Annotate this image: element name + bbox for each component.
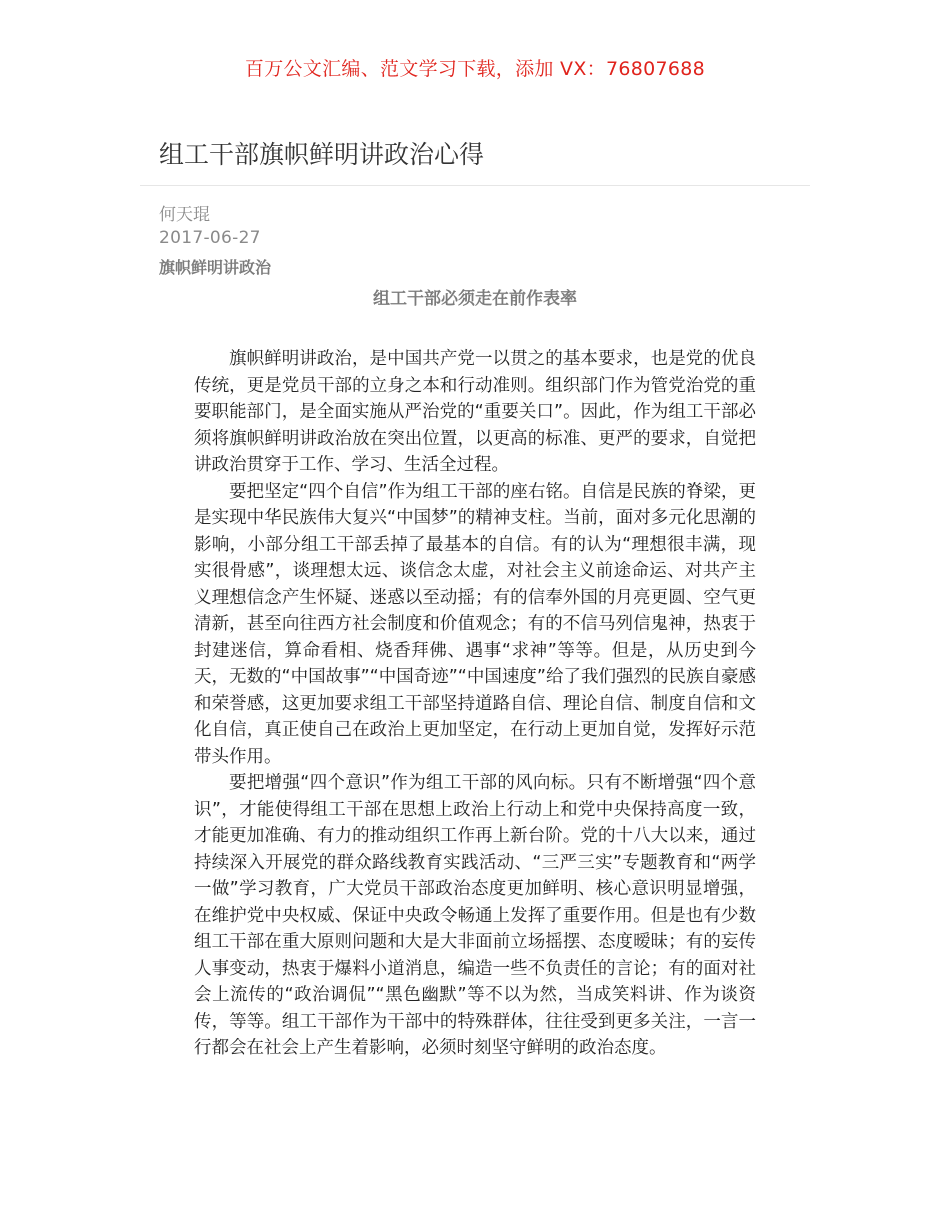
paragraph: 旗帜鲜明讲政治，是中国共产党一以贯之的基本要求，也是党的优良传统，更是党员干部的立身之本和行动准则。组织部门作为管党治党的重要职能部门，是全面实施从严治党的“重要关口”。因此，作为组工干部必须将旗帜鲜明讲政治放在突出位置，以更高的标准、更严的要求，自觉把讲政治贯穿于工作、学习、生活全过程。 [194,349,756,475]
article-tag: 旗帜鲜明讲政治 [159,258,272,277]
promo-banner: 百万公文汇编、范文学习下载，添加 VX：76807688 [244,58,706,80]
paragraph: 要把坚定“四个自信”作为组工干部的座右铭。自信是民族的脊梁，更是实现中华民族伟大复兴“中国梦”的精神支柱。当前，面对多元化思潮的影响，小部分组工干部丢掉了最基本的自信。有的认为“理想很丰满，现实很骨感”，谈理想太远、谈信念太虚，对社会主义前途命运、对共产主义理想信念产生怀疑、迷惑以至动摇；有的信奉外国的月亮更圆、空气更清新，甚至向往西方社会制度和价值观念；有的不信马列信鬼神，热衷于封建迷信，算命看相、烧香拜佛、遇事“求神”等等。但是，从历史到今天，无数的“中国故事”“中国奇迹”“中国速度”给了我们强烈的民族自豪感和荣誉感，这更加要求组工干部坚持道路自信、理论自信、制度自信和文化自信，真正使自己在政治上更加坚定，在行动上更加自觉，发挥好示范带头作用。 [194,481,756,767]
article-author: 何天琨 [159,205,210,225]
paragraph: 要把增强“四个意识”作为组工干部的风向标。只有不断增强“四个意识”，才能使得组工干部在思想上政治上行动上和党中央保持高度一致，才能更加准确、有力的推动组织工作再上新台阶。党的十八大以来，通过持续深入开展党的群众路线教育实践活动、“三严三实”专题教育和“两学一做”学习教育，广大党员干部政治态度更加鲜明、核心意识明显增强，在维护党中央权威、保证中央政令畅通上发挥了重要作用。但是也有少数组工干部在重大原则问题和大是大非面前立场摇摆、态度暧昧；有的妄传人事变动，热衷于爆料小道消息，编造一些不负责任的言论；有的面对社会上流传的“政治调侃”“黑色幽默”等不以为然，当成笑料讲、作为谈资传，等等。组工干部作为干部中的特殊群体，往往受到更多关注，一言一行都会在社会上产生着影响，必须时刻坚守鲜明的政治态度。 [194,773,756,1058]
title-divider [140,185,810,186]
article-title: 组工干部旗帜鲜明讲政治心得 [159,140,485,169]
article-body [194,346,756,1062]
article-subtitle: 组工干部必须走在前作表率 [373,289,577,309]
article-date: 2017-06-27 [159,228,261,248]
